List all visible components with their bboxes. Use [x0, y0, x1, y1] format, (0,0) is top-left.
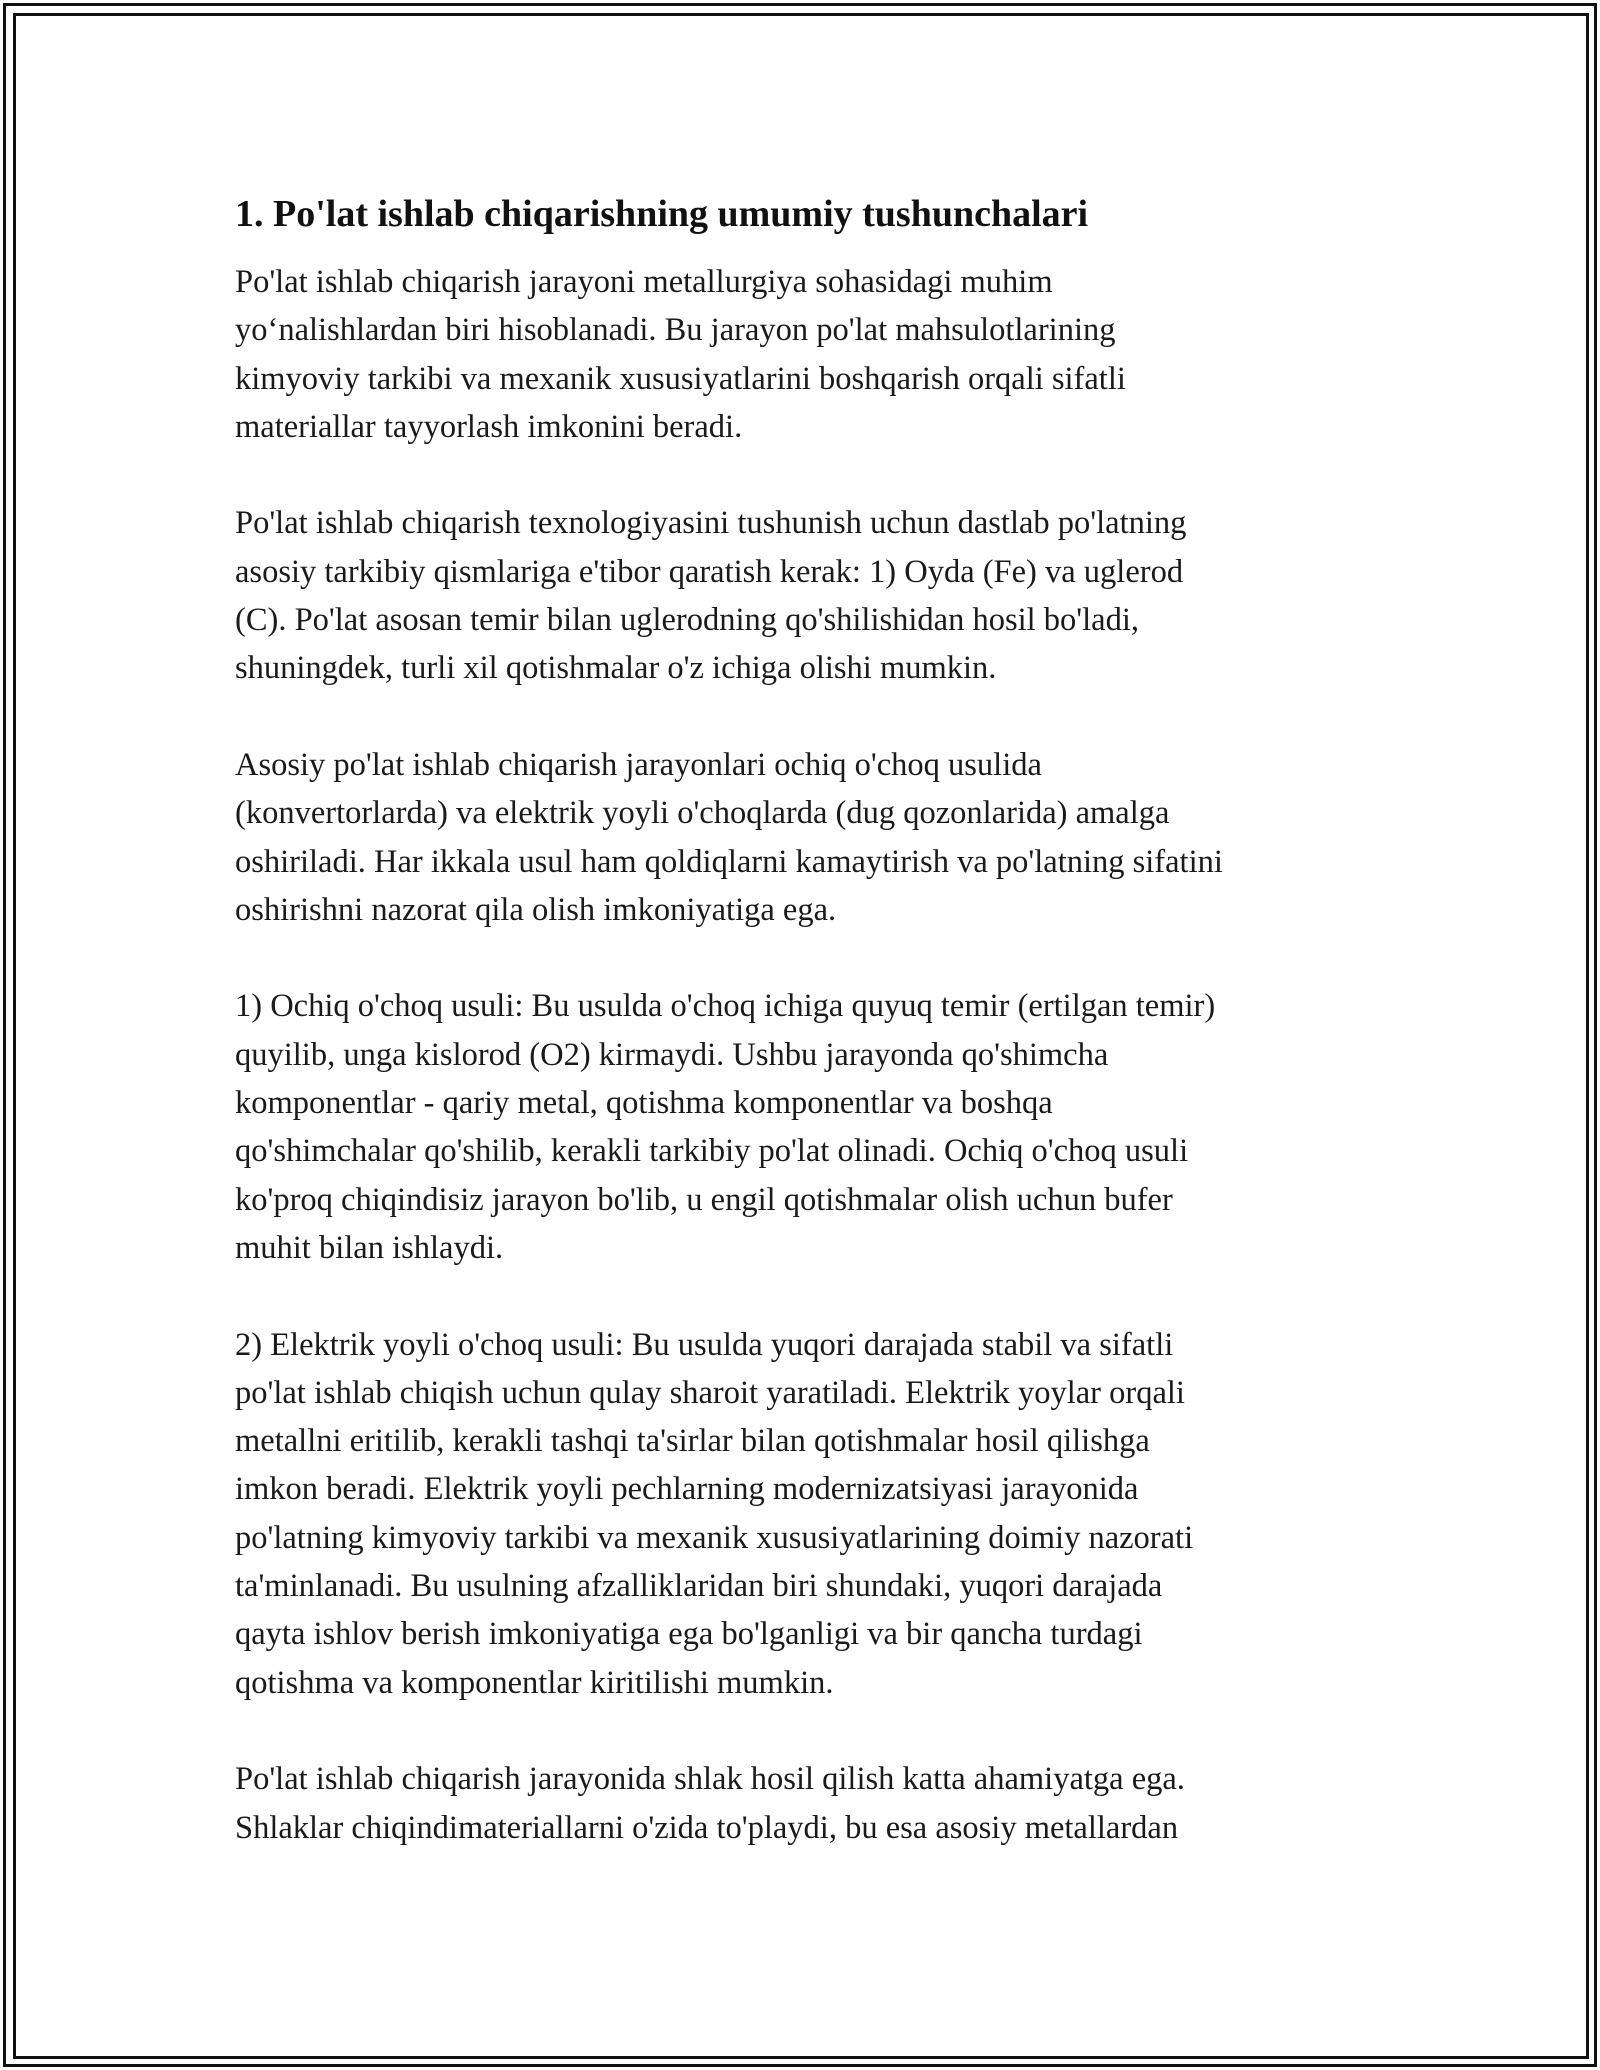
text-line: Asosiy po'lat ishlab chiqarish jarayonlari ochiq o'choq usulida: [235, 746, 1042, 783]
text-line: yo‘nalishlardan biri hisoblanadi. Bu jarayon po'lat mahsulotlarining: [235, 312, 1116, 349]
text-line: metallni eritilib, kerakli tashqi ta'sirlar bilan qotishmalar hosil qilishga: [235, 1423, 1150, 1460]
text-line: Po'lat ishlab chiqarish jarayonida shlak hosil qilish katta ahamiyatga ega.: [235, 1761, 1185, 1798]
text-line: asosiy tarkibiy qismlariga e'tibor qaratish kerak: 1) Oyda (Fe) va uglerod: [235, 553, 1184, 590]
text-line: qotishma va komponentlar kiritilishi mumkin.: [235, 1664, 834, 1701]
text-line: kimyoviy tarkibi va mexanik xususiyatlarini boshqarish orqali sifatli: [235, 360, 1126, 397]
text-line: quyilib, unga kislorod (O2) kirmaydi. Ushbu jarayonda qo'shimcha: [235, 1036, 1109, 1073]
paragraph-composition: [235, 499, 1360, 692]
text-line: (konvertorlarda) va elektrik yoyli o'choqlarda (dug qozonlarida) amalga: [235, 795, 1170, 832]
text-line: Po'lat ishlab chiqarish jarayoni metallurgiya sohasidagi muhim: [235, 264, 1053, 300]
section-heading: 1. Po'lat ishlab chiqarishning umumiy tushunchalari: [235, 193, 1089, 235]
text-line: 1) Ochiq o'choq usuli: Bu usulda o'choq ichiga quyuq temir (ertilgan temir): [235, 988, 1216, 1025]
text-line: ta'minlanadi. Bu usulning afzalliklaridan biri shundaki, yuqori darajada: [235, 1568, 1163, 1605]
text-line: oshiriladi. Har ikkala usul ham qoldiqlarni kamaytirish va po'latning sifatini: [235, 843, 1223, 880]
text-line: shuningdek, turli xil qotishmalar o'z ichiga olishi mumkin.: [235, 650, 997, 687]
paragraph-electric-arc: [235, 1321, 1360, 1707]
paragraph-open-hearth: [235, 982, 1360, 1272]
paragraph-slag: [235, 1755, 1360, 1852]
text-line: imkon beradi. Elektrik yoyli pechlarning modernizatsiyasi jarayonida: [235, 1471, 1139, 1508]
text-line: materiallar tayyorlash imkonini beradi.: [235, 408, 743, 445]
text-line: qayta ishlov berish imkoniyatiga ega bo'lganligi va bir qancha turdagi: [235, 1616, 1143, 1653]
text-line: muhit bilan ishlaydi.: [235, 1229, 504, 1266]
paragraph-processes: [235, 741, 1360, 934]
text-line: (C). Po'lat asosan temir bilan uglerodning qo'shilishidan hosil bo'ladi,: [235, 602, 1140, 639]
text-line: po'latning kimyoviy tarkibi va mexanik xususiyatlarining doimiy nazorati: [235, 1519, 1194, 1556]
text-line: qo'shimchalar qo'shilib, kerakli tarkibiy po'lat olinadi. Ochiq o'choq usuli: [235, 1133, 1189, 1170]
paragraph-intro: [235, 258, 1360, 451]
text-line: komponentlar - qariy metal, qotishma komponentlar va boshqa: [235, 1085, 1053, 1122]
document-body: [235, 188, 1360, 1900]
text-line: po'lat ishlab chiqish uchun qulay sharoit yaratiladi. Elektrik yoylar orqali: [235, 1374, 1185, 1411]
text-line: Po'lat ishlab chiqarish texnologiyasini tushunish uchun dastlab po'latning: [235, 505, 1187, 542]
text-line: 2) Elektrik yoyli o'choq usuli: Bu usulda yuqori darajada stabil va sifatli: [235, 1326, 1174, 1363]
text-line: Shlaklar chiqindimateriallarni o'zida to'playdi, bu esa asosiy metallardan: [235, 1809, 1179, 1846]
text-line: oshirishni nazorat qila olish imkoniyatiga ega.: [235, 891, 837, 928]
text-line: ko'proq chiqindisiz jarayon bo'lib, u engil qotishmalar olish uchun bufer: [235, 1181, 1173, 1218]
